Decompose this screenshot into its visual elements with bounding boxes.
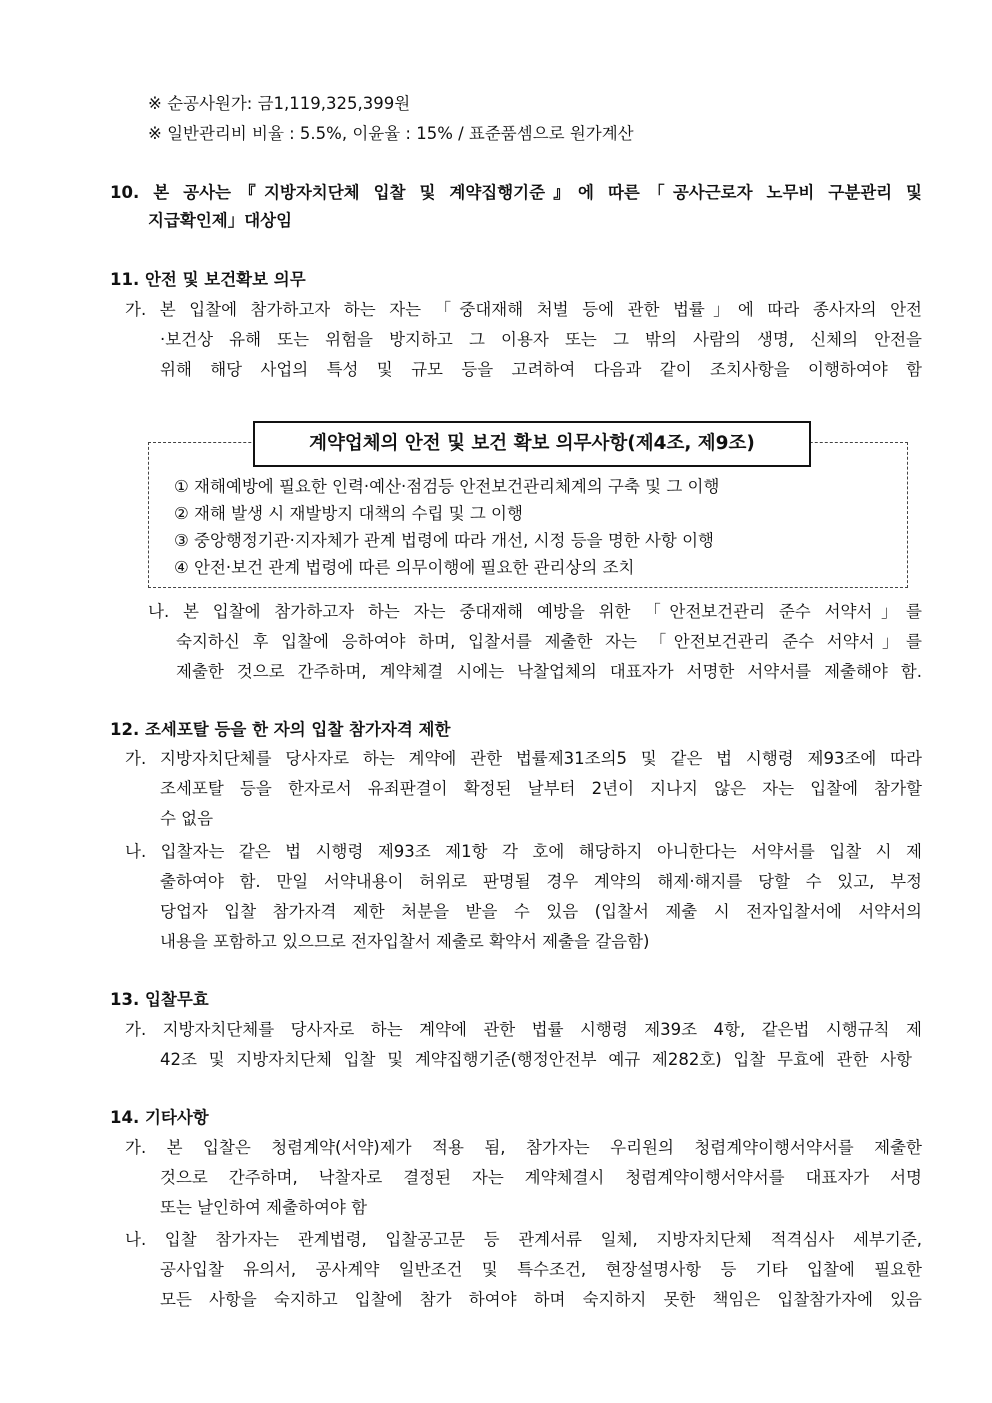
section-12-ga-line-2: 조세포탈 등을 한자로서 유죄판결이 확정된 날부터 2년이 지나지 않은 자는 입찰에 참가할 (160, 779, 922, 798)
section-11-ga-line-1: 가. 본 입찰에 참가하고자 하는 자는 「중대재해 처벌 등에 관한 법률」에 따라 종사자의 안전 (125, 300, 922, 319)
section-12-heading: 12. 조세포탈 등을 한 자의 입찰 참가자격 제한 (110, 720, 451, 739)
obligation-item-2: ② 재해 발생 시 재발방지 대책의 수립 및 그 이행 (174, 504, 523, 523)
section-10-line-1: 10. 본 공사는『지방자치단체 입찰 및 계약집행기준』에 따른「공사근로자 노무비 구분관리 및 (110, 183, 922, 202)
section-12-na-line-1: 나. 입찰자는 같은 법 시행령 제93조 제1항 각 호에 해당하지 아니한다는 서약서를 입찰 시 제 (125, 842, 922, 861)
section-14-heading: 14. 기타사항 (110, 1108, 209, 1127)
section-14-na-line-2: 공사입찰 유의서, 공사계약 일반조건 및 특수조건, 현장설명사항 등 기타 입찰에 필요한 (160, 1260, 922, 1279)
section-12-ga-line-1: 가. 지방자치단체를 당사자로 하는 계약에 관한 법률제31조의5 및 같은 법 시행령 제93조에 따라 (125, 749, 922, 768)
section-11-ga-line-3: 위해 해당 사업의 특성 및 규모 등을 고려하여 다음과 같이 조치사항을 이행하여야 함 (160, 360, 922, 379)
section-13-ga-line-1: 가. 지방자치단체를 당사자로 하는 계약에 관한 법률 시행령 제39조 4항, 같은법 시행규칙 제 (125, 1020, 922, 1039)
section-14-ga-line-2: 것으로 간주하며, 낙찰자로 결정된 자는 계약체결시 청렴계약이행서약서를 대표자가 서명 (160, 1168, 922, 1187)
section-14-na-line-1: 나. 입찰 참가자는 관계법령, 입찰공고문 등 관계서류 일체, 지방자치단체 적격심사 세부기준, (125, 1230, 922, 1249)
obligation-item-1: ① 재해예방에 필요한 인력·예산·점검등 안전보건관리체계의 구축 및 그 이행 (174, 477, 720, 496)
section-13-heading: 13. 입찰무효 (110, 990, 209, 1009)
obligation-item-4: ④ 안전·보건 관계 법령에 따른 의무이행에 필요한 관리상의 조치 (174, 558, 635, 577)
section-11-na-line-1: 나. 본 입찰에 참가하고자 하는 자는 중대재해 예방을 위한 「안전보건관리 준수 서약서」를 (148, 602, 922, 621)
note-cost: ※ 순공사원가: 금1,119,325,399원 (148, 94, 411, 113)
section-12-ga-line-3: 수 없음 (160, 809, 214, 828)
section-10-line-2: 지급확인제」대상임 (148, 211, 293, 230)
obligations-box-title: 계약업체의 안전 및 보건 확보 의무사항(제4조, 제9조) (253, 421, 811, 467)
section-11-heading: 11. 안전 및 보건확보 의무 (110, 270, 306, 289)
section-12-na-line-3: 당업자 입찰 참가자격 제한 처분을 받을 수 있음 (입찰서 제출 시 전자입찰서에 서약서의 (160, 902, 922, 921)
note-rates: ※ 일반관리비 비율 : 5.5%, 이윤율 : 15% / 표준품셈으로 원가계산 (148, 124, 634, 143)
section-12-na-line-2: 출하여야 함. 만일 서약내용이 허위로 판명될 경우 계약의 해제·해지를 당할 수 있고, 부정 (160, 872, 922, 891)
section-11-ga-line-2: ·보건상 유해 또는 위험을 방지하고 그 이용자 또는 그 밖의 사람의 생명, 신체의 안전을 (160, 330, 922, 349)
obligation-item-3: ③ 중앙행정기관·지자체가 관계 법령에 따라 개선, 시정 등을 명한 사항 이행 (174, 531, 714, 550)
section-14-na-line-3: 모든 사항을 숙지하고 입찰에 참가 하여야 하며 숙지하지 못한 책임은 입찰참가자에 있음 (160, 1290, 922, 1309)
section-11-na-line-3: 제출한 것으로 간주하며, 계약체결 시에는 낙찰업체의 대표자가 서명한 서약서를 제출해야 함. (176, 662, 922, 681)
section-13-ga-line-2: 42조 및 지방자치단체 입찰 및 계약집행기준(행정안전부 예규 제282호) 입찰 무효에 관한 사항 (160, 1050, 912, 1069)
section-12-na-line-4: 내용을 포함하고 있으므로 전자입찰서 제출로 확약서 제출을 갈음함) (160, 932, 650, 951)
section-11-na-line-2: 숙지하신 후 입찰에 응하여야 하며, 입찰서를 제출한 자는 「안전보건관리 준수 서약서」를 (176, 632, 922, 651)
section-14-ga-line-3: 또는 날인하여 제출하여야 함 (160, 1198, 368, 1217)
section-14-ga-line-1: 가. 본 입찰은 청렴계약(서약)제가 적용 됨, 참가자는 우리원의 청렴계약이행서약서를 제출한 (125, 1138, 922, 1157)
